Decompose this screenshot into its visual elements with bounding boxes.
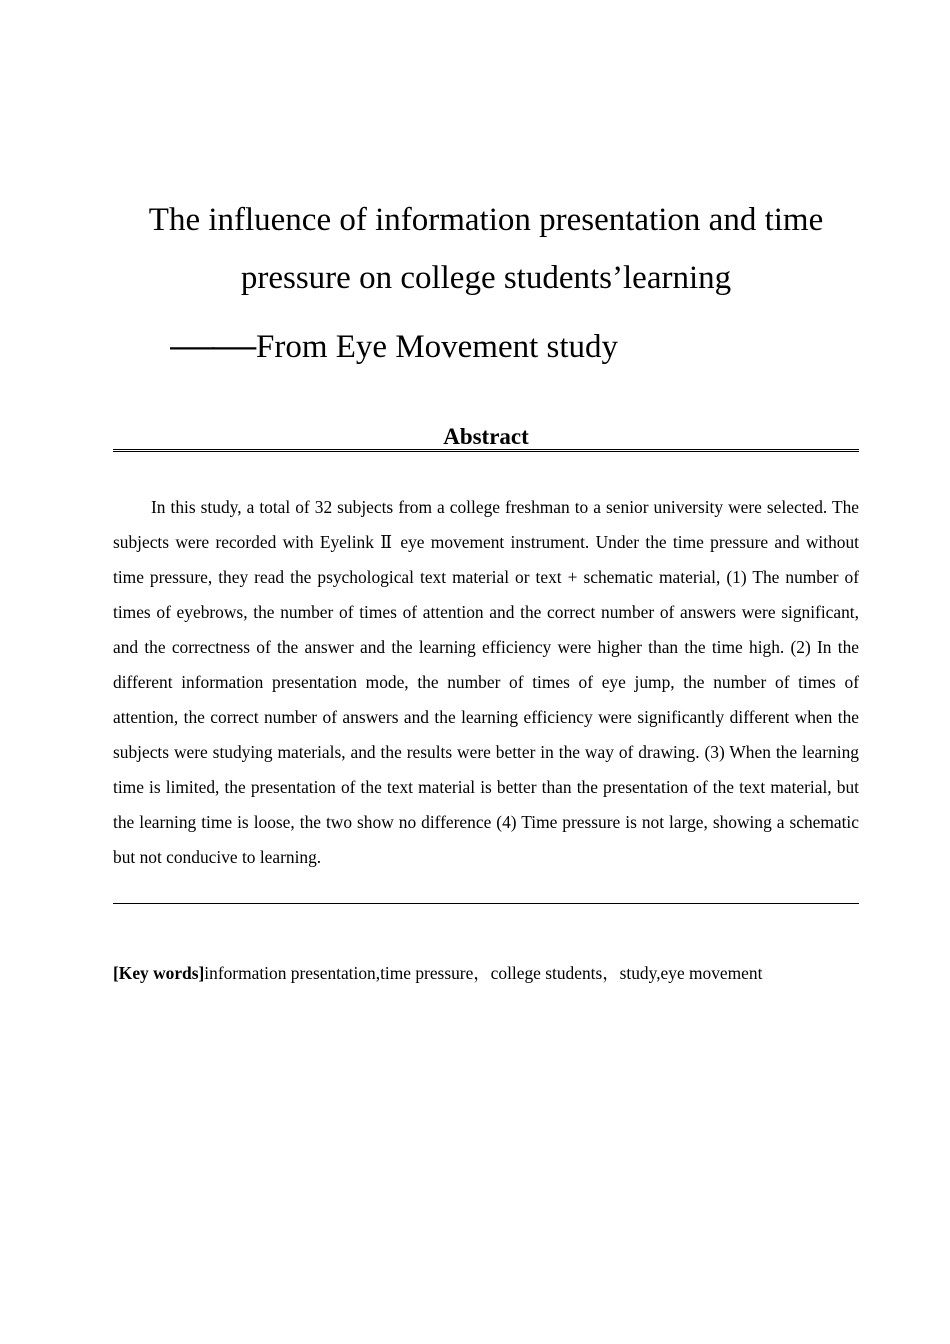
abstract-body: In this study, a total of 32 subjects from a college freshman to a senior university were selected. The subjects were recorded with Eyelink Ⅱ eye movement instrument. Under the time pressure and without time pressure, they read the psychological text material or text + schematic material, (1) The number of times of eyebrows, the number of times of attention and the correct number of answers were significant, and the correctness of the answer and the learning efficiency were higher than the time high. (2) In the different information presentation mode, the number of times of eye jump, the number of times of attention, the correct number of answers and the learning efficiency were significantly different when the subjects were studying materials, and the results were better in the way of drawing. (3) When the learning time is limited, the presentation of the text material is better than the presentation of the text material, but the learning time is loose, the two show no difference (4) Time pressure is not large, showing a schematic but not conducive to learning. [113,497,859,867]
abstract-bottom-rule [113,903,859,904]
keywords-label: [Key words] [113,963,205,983]
title-line-2: pressure on college students’learning [240,260,732,296]
abstract-top-rule [113,449,859,452]
keywords-text: information presentation,time pressure，college students，study,eye movement [204,963,763,983]
title-line-1: The influence of information presentation and time [148,202,824,238]
subtitle [170,325,618,368]
subtitle-dash: —— [170,327,254,364]
subtitle-text: From Eye Movement study [256,329,619,365]
abstract-heading: Abstract [443,424,529,449]
keywords [113,960,859,986]
